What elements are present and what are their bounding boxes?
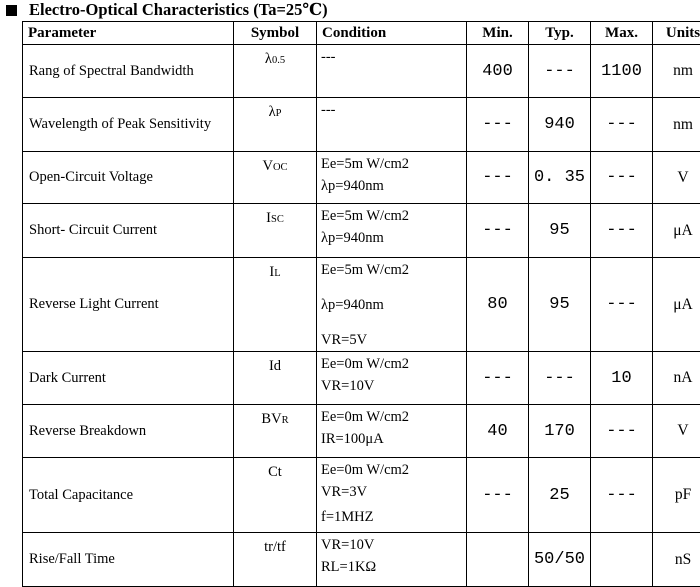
parameter-cell: Short- Circuit Current <box>23 204 234 258</box>
header-max: Max. <box>591 22 653 45</box>
min-cell: 80 <box>467 258 529 352</box>
symbol-main: Id <box>269 358 281 374</box>
condition-line: VR=10V <box>321 534 466 556</box>
max-cell: 10 <box>591 352 653 405</box>
condition-line: λp=940nm <box>321 227 466 249</box>
symbol-sub: SC <box>271 214 284 225</box>
condition-cell <box>317 152 467 204</box>
symbol-main: BV <box>261 411 281 427</box>
symbol-cell <box>234 204 317 258</box>
typ-cell: 95 <box>529 258 591 352</box>
symbol-sub: L <box>274 268 280 279</box>
max-cell: --- <box>591 458 653 533</box>
condition-line: Ee=5m W/cm2 <box>321 205 466 227</box>
unit-cell: nm <box>653 45 700 98</box>
square-bullet-icon <box>6 5 17 16</box>
condition-line: Ee=0m W/cm2 <box>321 406 466 428</box>
section-title-text: Electro-Optical Characteristics (Ta=25℃) <box>29 0 328 20</box>
condition-line: Ee=0m W/cm2 <box>321 459 466 481</box>
typ-cell: 170 <box>529 405 591 458</box>
symbol-sub: R <box>282 415 289 426</box>
typ-cell: 0. 35 <box>529 152 591 204</box>
table-row <box>23 352 700 405</box>
symbol-main: V <box>262 158 272 174</box>
min-cell: --- <box>467 458 529 533</box>
symbol-cell <box>234 45 317 98</box>
parameter-cell: Reverse Breakdown <box>23 405 234 458</box>
condition-cell <box>317 204 467 258</box>
symbol-sub: P <box>276 108 282 119</box>
symbol-cell <box>234 258 317 352</box>
condition-cell <box>317 258 467 352</box>
symbol-main: Ct <box>268 464 282 480</box>
unit-cell: nm <box>653 98 700 152</box>
parameter-cell: Wavelength of Peak Sensitivity <box>23 98 234 152</box>
unit-cell: nS <box>653 533 700 587</box>
max-cell: 1100 <box>591 45 653 98</box>
max-cell: --- <box>591 405 653 458</box>
condition-line: --- <box>321 99 466 121</box>
parameter-cell: Reverse Light Current <box>23 258 234 352</box>
symbol-cell <box>234 98 317 152</box>
typ-cell: --- <box>529 45 591 98</box>
unit-cell: μA <box>653 258 700 352</box>
unit-cell: nA <box>653 352 700 405</box>
condition-line: λp=940nm <box>321 175 466 197</box>
symbol-cell <box>234 352 317 405</box>
table-row <box>23 533 700 587</box>
condition-line: f=1MHZ <box>321 506 466 528</box>
header-typ: Typ. <box>529 22 591 45</box>
condition-cell <box>317 458 467 533</box>
symbol-main: tr/tf <box>264 539 286 555</box>
table-row <box>23 458 700 533</box>
table-row <box>23 405 700 458</box>
header-min: Min. <box>467 22 529 45</box>
condition-line: VR=3V <box>321 481 466 503</box>
symbol-cell <box>234 533 317 587</box>
condition-line: RL=1KΩ <box>321 556 466 578</box>
symbol-main: λ <box>265 51 272 67</box>
table-row <box>23 98 700 152</box>
unit-cell: V <box>653 152 700 204</box>
parameter-cell: Rise/Fall Time <box>23 533 234 587</box>
unit-cell: V <box>653 405 700 458</box>
min-cell: --- <box>467 152 529 204</box>
table-header-row <box>23 22 700 45</box>
unit-cell: pF <box>653 458 700 533</box>
symbol-main: λ <box>269 104 276 120</box>
symbol-sub: 0.5 <box>272 55 285 66</box>
symbol-sub: OC <box>273 162 288 173</box>
max-cell: --- <box>591 204 653 258</box>
min-cell: --- <box>467 352 529 405</box>
condition-line: VR=5V <box>321 329 466 351</box>
min-cell: --- <box>467 98 529 152</box>
max-cell <box>591 533 653 587</box>
parameter-cell: Open-Circuit Voltage <box>23 152 234 204</box>
condition-line: IR=100μA <box>321 428 466 450</box>
condition-line: λp=940nm <box>321 294 466 316</box>
condition-cell <box>317 405 467 458</box>
typ-cell: 95 <box>529 204 591 258</box>
parameter-cell: Dark Current <box>23 352 234 405</box>
table-row <box>23 204 700 258</box>
characteristics-table <box>22 21 700 587</box>
condition-line: VR=10V <box>321 375 466 397</box>
condition-cell <box>317 533 467 587</box>
header-units: Units <box>653 22 700 45</box>
condition-line: Ee=0m W/cm2 <box>321 353 466 375</box>
max-cell: --- <box>591 98 653 152</box>
header-parameter: Parameter <box>23 22 234 45</box>
max-cell: --- <box>591 258 653 352</box>
table-row <box>23 45 700 98</box>
parameter-cell: Rang of Spectral Bandwidth <box>23 45 234 98</box>
typ-cell: 940 <box>529 98 591 152</box>
section-title <box>6 0 328 20</box>
header-condition: Condition <box>317 22 467 45</box>
symbol-cell <box>234 152 317 204</box>
unit-cell: μA <box>653 204 700 258</box>
condition-cell <box>317 98 467 152</box>
table-row <box>23 258 700 352</box>
condition-line: Ee=5m W/cm2 <box>321 259 466 281</box>
min-cell: 400 <box>467 45 529 98</box>
min-cell <box>467 533 529 587</box>
condition-line: Ee=5m W/cm2 <box>321 153 466 175</box>
symbol-cell <box>234 458 317 533</box>
max-cell: --- <box>591 152 653 204</box>
typ-cell: 25 <box>529 458 591 533</box>
table-row <box>23 152 700 204</box>
symbol-main: I <box>269 264 274 280</box>
typ-cell: --- <box>529 352 591 405</box>
condition-cell <box>317 352 467 405</box>
header-symbol: Symbol <box>234 22 317 45</box>
parameter-cell: Total Capacitance <box>23 458 234 533</box>
condition-cell <box>317 45 467 98</box>
symbol-main: I <box>266 210 271 226</box>
symbol-cell <box>234 405 317 458</box>
min-cell: --- <box>467 204 529 258</box>
typ-cell: 50/50 <box>529 533 591 587</box>
condition-line: --- <box>321 46 466 68</box>
min-cell: 40 <box>467 405 529 458</box>
